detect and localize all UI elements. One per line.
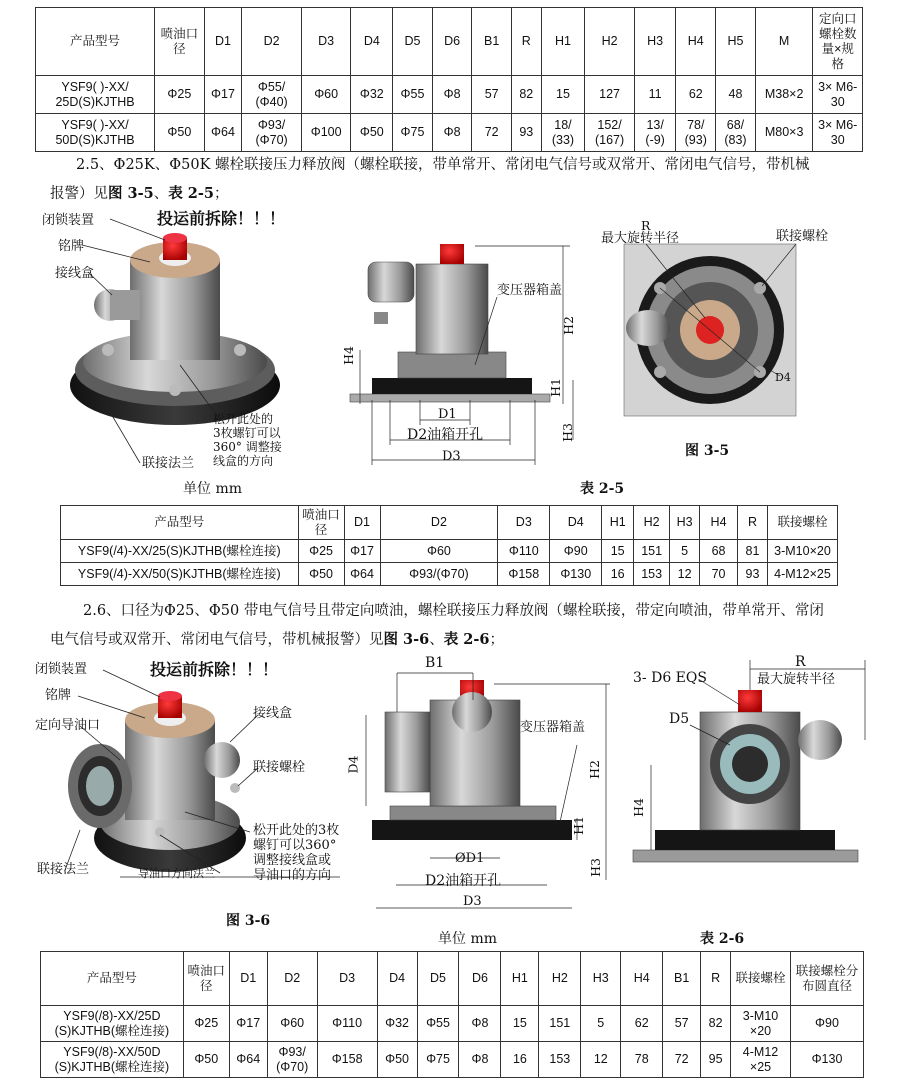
table-header-cell: R	[701, 952, 731, 1006]
table-cell: 153	[634, 563, 670, 586]
table-cell: Φ100	[301, 114, 351, 152]
table-cell: 151	[634, 540, 670, 563]
text: ；	[214, 186, 229, 202]
table-header-cell: H2	[539, 952, 581, 1006]
unit-label: 单位 mm	[183, 481, 243, 497]
table-cell: Φ50	[377, 1042, 417, 1078]
table-cell: Φ130	[550, 563, 602, 586]
table-cell: YSF9(/4)-XX/50(S)KJTHB(螺栓连接)	[61, 563, 299, 586]
table-header-cell: H3	[581, 952, 621, 1006]
text: ；	[489, 632, 504, 648]
table-cell: Φ75	[393, 114, 433, 152]
table-cell: Φ55/ (Φ40)	[242, 76, 301, 114]
table-header-cell: 定向口螺栓数量×规格	[813, 8, 863, 76]
table-header-cell: D5	[393, 8, 433, 76]
table-caption-2-5: 表 2-5	[580, 481, 625, 497]
table-cell: 12	[670, 563, 700, 586]
table-header-cell: 喷油口径	[183, 952, 229, 1006]
table-cell: Φ110	[317, 1006, 377, 1042]
table-header-cell: D6	[432, 8, 472, 76]
warning-remove-before-operation: 投运前拆除！！！	[150, 660, 279, 679]
table-cell: 93	[511, 114, 541, 152]
label-nameplate: 铭牌	[45, 688, 72, 703]
note-adjust-line-2: 3枚螺钉可以	[213, 426, 281, 440]
table-header-cell: 产品型号	[36, 8, 155, 76]
note-adjust-line-4: 导油口的方向	[253, 868, 332, 883]
note-adjust-line-4: 线盒的方向	[213, 454, 274, 468]
table-header-cell: D4	[377, 952, 417, 1006]
table-header-cell: 产品型号	[41, 952, 184, 1006]
dim-D1: ØD1	[455, 851, 485, 866]
table-header-cell: D6	[459, 952, 501, 1006]
label-tank-cover: 变压器箱盖	[520, 720, 586, 735]
dim-H2: H2	[560, 316, 576, 335]
side-view-3-6	[372, 680, 572, 840]
table-cell: Φ93/ (Φ70)	[267, 1042, 317, 1078]
table-row	[41, 1006, 864, 1042]
table-header-cell: D2	[267, 952, 317, 1006]
table-cell: 3× M6-30	[813, 76, 863, 114]
table-cell: Φ64	[229, 1042, 267, 1078]
table-cell: 15	[602, 540, 634, 563]
table-cell: 5	[581, 1006, 621, 1042]
table-row	[41, 1042, 864, 1078]
note-adjust-line-3: 调整接线盒或	[253, 853, 332, 868]
table-cell: Φ55	[393, 76, 433, 114]
label-bolt: 联接螺栓	[253, 760, 306, 775]
label-lock-device: 闭锁装置	[42, 213, 95, 228]
table-cell: 13/ (-9)	[634, 114, 676, 152]
table-cell: Φ158	[498, 563, 550, 586]
table-cell: Φ17	[344, 540, 380, 563]
table-header-cell: 联接螺栓	[731, 952, 791, 1006]
table-cell: Φ17	[229, 1006, 267, 1042]
table-cell: 18/ (33)	[541, 114, 585, 152]
table-header-cell: D2	[242, 8, 301, 76]
table-cell: 93	[738, 563, 768, 586]
note-adjust-line-2: 螺钉可以360°	[253, 838, 337, 853]
dim-H4: H4	[630, 798, 646, 817]
table-cell: 68	[700, 540, 738, 563]
table-header-cell: 喷油口径	[298, 506, 344, 540]
table-header-cell: H4	[621, 952, 663, 1006]
label-max-radius: 最大旋转半径	[601, 231, 680, 246]
dim-D5: D5	[669, 711, 690, 727]
table-header-cell: H1	[501, 952, 539, 1006]
table-header-cell: H4	[676, 8, 716, 76]
table-cell: Φ60	[267, 1006, 317, 1042]
table-header-cell: H2	[585, 8, 635, 76]
table-header-cell: D4	[550, 506, 602, 540]
table-cell: Φ60	[380, 540, 498, 563]
table-cell: Φ8	[459, 1006, 501, 1042]
table-header-cell: H3	[634, 8, 676, 76]
table-ref: 表 2-5	[168, 185, 214, 202]
table-cell: 62	[676, 76, 716, 114]
table-cell: Φ158	[317, 1042, 377, 1078]
note-adjust-line-1: 松开此处的	[213, 412, 274, 426]
table-cell: 151	[539, 1006, 581, 1042]
table-ref: 表 2-6	[443, 631, 490, 648]
table-header-cell: D5	[417, 952, 459, 1006]
section-2-5-line-1: 2.5、Φ25K、Φ50K 螺栓联接压力释放阀（螺栓联接，带单常开、常闭电气信号或双常开、常闭电气信号，带机械	[76, 157, 810, 173]
table-cell: Φ64	[344, 563, 380, 586]
table-caption-2-6: 表 2-6	[700, 931, 745, 947]
figure-ref: 图 3-5	[108, 185, 154, 202]
table-header-cell: R	[738, 506, 768, 540]
table-cell: Φ50	[298, 563, 344, 586]
table-cell: YSF9(/4)-XX/25(S)KJTHB(螺栓连接)	[61, 540, 299, 563]
section-2-6-line-1: 2.6、口径为Φ25、Φ50 带电气信号且带定向喷油，螺栓联接压力释放阀（螺栓联接，带定向喷油，带单常开、常闭	[83, 603, 824, 619]
table-cell: 3× M6-30	[813, 114, 863, 152]
table-cell: Φ60	[301, 76, 351, 114]
table-cell: Φ32	[377, 1006, 417, 1042]
text: 报警）见	[50, 186, 108, 202]
table-header-cell: 喷油口径	[155, 8, 204, 76]
table-cell: 4-M12 ×25	[731, 1042, 791, 1078]
table-cell: Φ32	[351, 76, 393, 114]
table-header-cell: H4	[700, 506, 738, 540]
label-max-radius: 最大旋转半径	[757, 672, 836, 687]
label-nameplate: 铭牌	[58, 239, 85, 254]
table-header-cell: H2	[634, 506, 670, 540]
label-guide-flange: 导油口方向法兰	[138, 867, 215, 880]
table-cell: Φ130	[790, 1042, 863, 1078]
dim-H3: H3	[559, 423, 575, 442]
table-cell: Φ50	[183, 1042, 229, 1078]
table-cell: 127	[585, 76, 635, 114]
dim-D6-eqs: 3- D6 EQS	[633, 670, 707, 686]
table-cell: 68/ (83)	[716, 114, 756, 152]
table-header-cell: R	[511, 8, 541, 76]
dim-H3: H3	[587, 858, 603, 877]
dim-D3: D3	[442, 449, 461, 464]
table-header-cell: M	[755, 8, 813, 76]
note-adjust-line-1: 松开此处的3枚	[253, 823, 340, 838]
dim-H2: H2	[586, 760, 602, 779]
table-header-cell: H5	[716, 8, 756, 76]
table-cell: 16	[501, 1042, 539, 1078]
table-header-cell: D1	[204, 8, 242, 76]
table-cell: Φ55	[417, 1006, 459, 1042]
dim-D3: D3	[463, 894, 482, 909]
table-header-cell: H1	[541, 8, 585, 76]
label-directional-port: 定向导油口	[35, 718, 101, 733]
label-lock-device: 闭锁装置	[35, 662, 88, 677]
table-cell: 15	[541, 76, 585, 114]
text: 电气信号或双常开、常闭电气信号，带机械报警）见	[50, 632, 384, 648]
table-cell: 62	[621, 1006, 663, 1042]
table-cell: Φ64	[204, 114, 242, 152]
table-header-cell: D3	[498, 506, 550, 540]
table-header-cell: D1	[229, 952, 267, 1006]
table-header-cell: B1	[663, 952, 701, 1006]
table-cell: 11	[634, 76, 676, 114]
table-cell: 82	[701, 1006, 731, 1042]
dim-D4: D4	[775, 371, 791, 384]
table-header-cell: D4	[351, 8, 393, 76]
table-cell: YSF9( )-XX/ 50D(S)KJTHB	[36, 114, 155, 152]
table-header-cell: 联接螺栓分布圆直径	[790, 952, 863, 1006]
figure-ref: 图 3-6	[383, 631, 430, 648]
table-cell: 3-M10 ×20	[731, 1006, 791, 1042]
table-header-cell: H1	[602, 506, 634, 540]
table-cell: Φ110	[498, 540, 550, 563]
table-cell: 15	[501, 1006, 539, 1042]
table-cell: M38×2	[755, 76, 813, 114]
table-cell: 3-M10×20	[767, 540, 837, 563]
unit-label: 单位 mm	[438, 931, 498, 947]
table-cell: Φ93/(Φ70)	[380, 563, 498, 586]
text: 、	[153, 186, 169, 202]
table-cell: 152/ (167)	[585, 114, 635, 152]
table-header-cell: B1	[472, 8, 512, 76]
label-flange: 联接法兰	[37, 862, 90, 877]
table-cell: 12	[581, 1042, 621, 1078]
dim-B1: B1	[425, 655, 445, 671]
table-header-cell: H3	[670, 506, 700, 540]
table-cell: 4-M12×25	[767, 563, 837, 586]
table-cell: Φ8	[459, 1042, 501, 1078]
table-cell: 82	[511, 76, 541, 114]
label-tank-cover: 变压器箱盖	[497, 283, 563, 298]
table-cell: 78/ (93)	[676, 114, 716, 152]
table-cell: Φ17	[204, 76, 242, 114]
table-cell: 57	[663, 1006, 701, 1042]
label-bolt: 联接螺栓	[776, 229, 829, 244]
label-flange: 联接法兰	[142, 456, 195, 471]
table-cell: 70	[700, 563, 738, 586]
table-cell: 95	[701, 1042, 731, 1078]
table-cell: Φ25	[155, 76, 204, 114]
table-cell: Φ90	[550, 540, 602, 563]
table-cell: Φ25	[183, 1006, 229, 1042]
table-header-cell: D3	[301, 8, 351, 76]
dim-R: R	[795, 654, 806, 670]
text: 、	[429, 632, 444, 648]
table-cell: Φ8	[432, 76, 472, 114]
label-junction-box: 接线盒	[55, 266, 95, 281]
spec-table-2-6	[40, 951, 864, 1078]
figure-caption-3-6: 图 3-6	[226, 913, 271, 929]
table-cell: 16	[602, 563, 634, 586]
table-cell: 72	[663, 1042, 701, 1078]
table-header-cell: D1	[344, 506, 380, 540]
table-cell: M80×3	[755, 114, 813, 152]
table-cell: 57	[472, 76, 512, 114]
table-header-cell: 产品型号	[61, 506, 299, 540]
dim-D4: D4	[345, 755, 361, 774]
table-cell: Φ25	[298, 540, 344, 563]
dim-D2: D2油箱开孔	[425, 873, 502, 889]
table-cell: YSF9(/8)-XX/50D (S)KJTHB(螺栓连接)	[41, 1042, 184, 1078]
table-cell: Φ50	[351, 114, 393, 152]
front-view-3-6	[630, 690, 858, 862]
table-cell: 5	[670, 540, 700, 563]
table-cell: Φ50	[155, 114, 204, 152]
figure-caption-3-5: 图 3-5	[685, 443, 730, 459]
table-cell: 153	[539, 1042, 581, 1078]
table-cell: YSF9(/8)-XX/25D (S)KJTHB(螺栓连接)	[41, 1006, 184, 1042]
warning-remove-before-operation: 投运前拆除！！！	[157, 209, 286, 228]
table-cell: Φ8	[432, 114, 472, 152]
table-cell: 48	[716, 76, 756, 114]
dim-H1: H1	[570, 816, 586, 835]
table-header-cell: 联接螺栓	[767, 506, 837, 540]
table-cell: 81	[738, 540, 768, 563]
table-header-row	[41, 952, 864, 1006]
table-cell: Φ90	[790, 1006, 863, 1042]
table-header-cell: D3	[317, 952, 377, 1006]
note-adjust-line-3: 360° 调整接	[213, 440, 282, 454]
label-junction-box: 接线盒	[253, 706, 293, 721]
dim-D2: D2油箱开孔	[407, 427, 484, 443]
dim-R: R	[641, 218, 651, 233]
table-cell: Φ75	[417, 1042, 459, 1078]
table-cell: YSF9( )-XX/ 25D(S)KJTHB	[36, 76, 155, 114]
dim-H4: H4	[340, 346, 356, 365]
table-cell: Φ93/ (Φ70)	[242, 114, 301, 152]
dim-H1: H1	[547, 378, 563, 397]
dim-D1: D1	[438, 407, 457, 422]
table-cell: 78	[621, 1042, 663, 1078]
table-cell: 72	[472, 114, 512, 152]
table-header-cell: D2	[380, 506, 498, 540]
